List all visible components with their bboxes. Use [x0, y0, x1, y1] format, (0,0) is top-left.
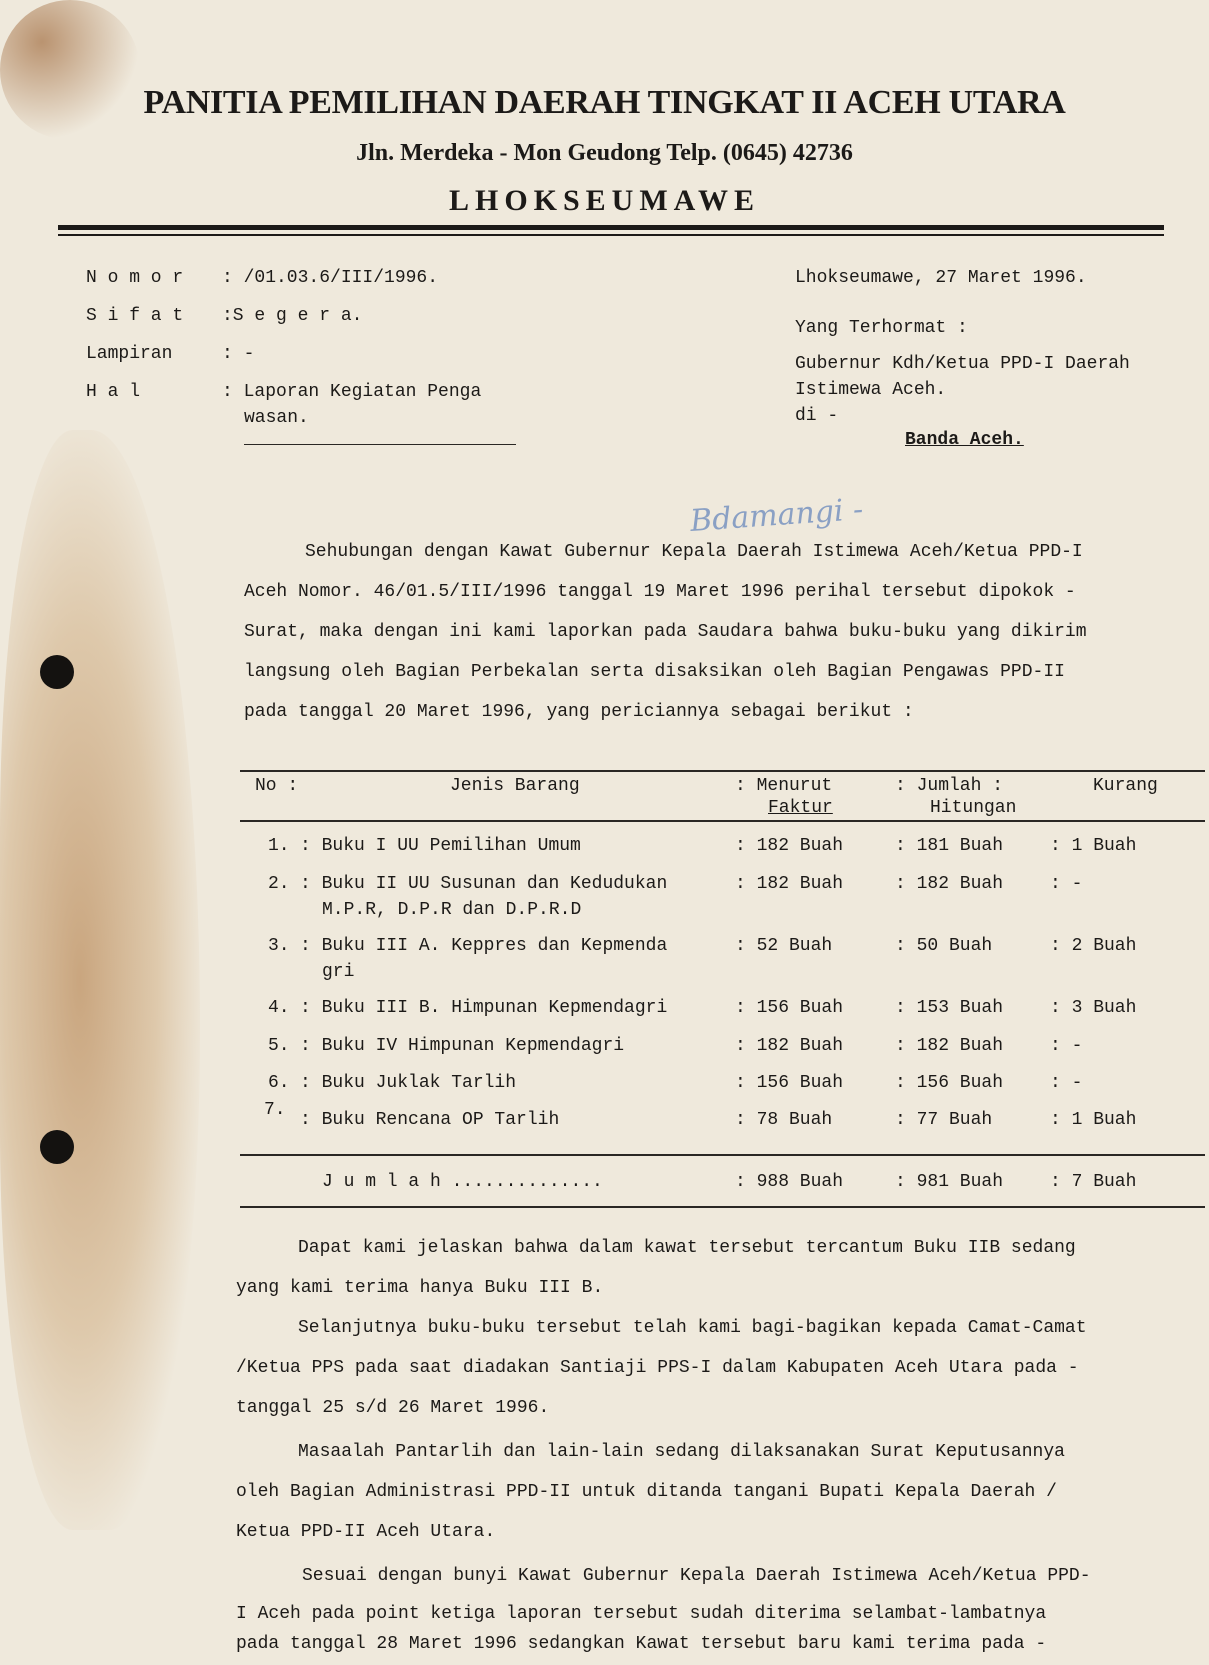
punch-hole: [40, 655, 74, 689]
p1-line-1: Dapat kami jelaskan bahwa dalam kawat tersebut tercantum Buku IIB sedang: [298, 1238, 1076, 1258]
p4-line-3: pada tanggal 28 Maret 1996 sedangkan Kawat tersebut baru kami terima pada -: [236, 1634, 1047, 1654]
row-menurut: : 156 Buah: [735, 1073, 844, 1093]
table-header-rule: [240, 820, 1205, 822]
letterhead-rule-thin: [58, 234, 1164, 236]
row-jenis: : Buku Rencana OP Tarlih: [300, 1110, 560, 1130]
intro-line-1: Sehubungan dengan Kawat Gubernur Kepala Daerah Istimewa Aceh/Ketua PPD-I: [305, 542, 1083, 562]
row-kurang: : 1 Buah: [1050, 1110, 1137, 1130]
col-header-jenis: Jenis Barang: [450, 776, 580, 796]
hal-label: H a l: [86, 382, 141, 402]
intro-line-5: pada tanggal 20 Maret 1996, yang periciannya sebagai berikut :: [244, 702, 914, 722]
col-header-jumlah: : Jumlah :: [895, 776, 1004, 796]
handwritten-scrawl: Bdamangi -: [688, 491, 865, 540]
recipient-line-1: Gubernur Kdh/Ketua PPD-I Daerah: [795, 354, 1130, 374]
total-jumlah: : 981 Buah: [895, 1172, 1004, 1192]
total-label: J u m l a h ..............: [322, 1172, 603, 1192]
letterhead-org: PANITIA PEMILIHAN DAERAH TINGKAT II ACEH UTARA: [143, 84, 1066, 121]
col-header-menurut-2: Faktur: [768, 798, 833, 818]
row-menurut: : 182 Buah: [735, 1036, 844, 1056]
hal-value-2: wasan.: [244, 408, 309, 428]
row-jumlah: : 77 Buah: [895, 1110, 993, 1130]
lampiran-label: Lampiran: [86, 344, 173, 364]
row-menurut: : 78 Buah: [735, 1110, 833, 1130]
row-kurang: : 2 Buah: [1050, 936, 1137, 956]
row-jenis-cont: M.P.R, D.P.R dan D.P.R.D: [322, 900, 582, 920]
letterhead-city: LHOKSEUMAWE: [448, 184, 761, 217]
row-no: 1.: [268, 836, 290, 856]
total-menurut: : 988 Buah: [735, 1172, 844, 1192]
row-menurut: : 52 Buah: [735, 936, 833, 956]
row-jumlah: : 153 Buah: [895, 998, 1004, 1018]
row-no: 2.: [268, 874, 290, 894]
p1-line-2: yang kami terima hanya Buku III B.: [236, 1278, 604, 1298]
row-jenis: : Buku I UU Pemilihan Umum: [300, 836, 581, 856]
table-top-rule: [240, 770, 1205, 772]
row-kurang: : -: [1050, 874, 1083, 894]
row-jenis: : Buku Juklak Tarlih: [300, 1073, 517, 1093]
p4-line-2: I Aceh pada point ketiga laporan tersebut sudah diterima selambat-lambatnya: [236, 1604, 1047, 1624]
destination: Banda Aceh.: [905, 430, 1024, 450]
col-header-jumlah-2: Hitungan: [930, 798, 1017, 818]
sifat-label: S i f a t: [86, 306, 184, 326]
row-no: 5.: [268, 1036, 290, 1056]
row-jumlah: : 182 Buah: [895, 1036, 1004, 1056]
row-jumlah: : 156 Buah: [895, 1073, 1004, 1093]
place-date: Lhokseumawe, 27 Maret 1996.: [795, 268, 1087, 288]
row-jumlah: : 50 Buah: [895, 936, 993, 956]
row-kurang: : 3 Buah: [1050, 998, 1137, 1018]
intro-line-4: langsung oleh Bagian Perbekalan serta disaksikan oleh Bagian Pengawas PPD-II: [244, 662, 1065, 682]
row-kurang: : -: [1050, 1036, 1083, 1056]
row-jenis: : Buku III A. Keppres dan Kepmenda: [300, 936, 668, 956]
p4-line-1: Sesuai dengan bunyi Kawat Gubernur Kepala Daerah Istimewa Aceh/Ketua PPD-: [302, 1566, 1091, 1586]
row-jenis: : Buku IV Himpunan Kepmendagri: [300, 1036, 625, 1056]
row-kurang: : -: [1050, 1073, 1083, 1093]
row-menurut: : 182 Buah: [735, 874, 844, 894]
intro-line-3: Surat, maka dengan ini kami laporkan pada Saudara bahwa buku-buku yang dikirim: [244, 622, 1087, 642]
letterhead-rule: [58, 225, 1164, 230]
col-header-no: No :: [255, 776, 299, 796]
row-jenis: : Buku III B. Himpunan Kepmendagri: [300, 998, 668, 1018]
table-total-rule: [240, 1154, 1205, 1156]
row-jenis: : Buku II UU Susunan dan Kedudukan: [300, 874, 668, 894]
row-menurut: : 182 Buah: [735, 836, 844, 856]
p2-line-3: tanggal 25 s/d 26 Maret 1996.: [236, 1398, 550, 1418]
recipient-line-2: Istimewa Aceh.: [795, 380, 947, 400]
p3-line-2: oleh Bagian Administrasi PPD-II untuk ditanda tangani Bupati Kepala Daerah /: [236, 1482, 1057, 1502]
p3-line-3: Ketua PPD-II Aceh Utara.: [236, 1522, 496, 1542]
row-kurang: : 1 Buah: [1050, 836, 1137, 856]
recipient-di: di -: [795, 406, 839, 426]
row-jumlah: : 181 Buah: [895, 836, 1004, 856]
intro-line-2: Aceh Nomor. 46/01.5/III/1996 tanggal 19 Maret 1996 perihal tersebut dipokok -: [244, 582, 1076, 602]
row-no: 4.: [268, 998, 290, 1018]
row-menurut: : 156 Buah: [735, 998, 844, 1018]
punch-hole: [40, 1130, 74, 1164]
total-kurang: : 7 Buah: [1050, 1172, 1137, 1192]
row-no: 7.: [264, 1100, 286, 1120]
hal-underline: [244, 444, 516, 445]
row-jumlah: : 182 Buah: [895, 874, 1004, 894]
rust-stain: [0, 430, 200, 1530]
nomor-value: : /01.03.6/III/1996.: [222, 268, 439, 288]
row-jenis-cont: gri: [322, 962, 355, 982]
sifat-value: :S e g e r a.: [222, 306, 363, 326]
col-header-menurut: : Menurut: [735, 776, 833, 796]
letterhead-address: Jln. Merdeka - Mon Geudong Telp. (0645) 42736: [356, 140, 853, 166]
nomor-label: N o m o r: [86, 268, 184, 288]
p2-line-2: /Ketua PPS pada saat diadakan Santiaji PPS-I dalam Kabupaten Aceh Utara pada -: [236, 1358, 1079, 1378]
table-bottom-rule: [240, 1206, 1205, 1208]
hal-value-1: : Laporan Kegiatan Penga: [222, 382, 482, 402]
row-no: 3.: [268, 936, 290, 956]
lampiran-value: : -: [222, 344, 255, 364]
p2-line-1: Selanjutnya buku-buku tersebut telah kami bagi-bagikan kepada Camat-Camat: [298, 1318, 1087, 1338]
p3-line-1: Masaalah Pantarlih dan lain-lain sedang dilaksanakan Surat Keputusannya: [298, 1442, 1065, 1462]
row-no: 6.: [268, 1073, 290, 1093]
col-header-kurang: Kurang: [1093, 776, 1158, 796]
salutation: Yang Terhormat :: [795, 318, 968, 338]
